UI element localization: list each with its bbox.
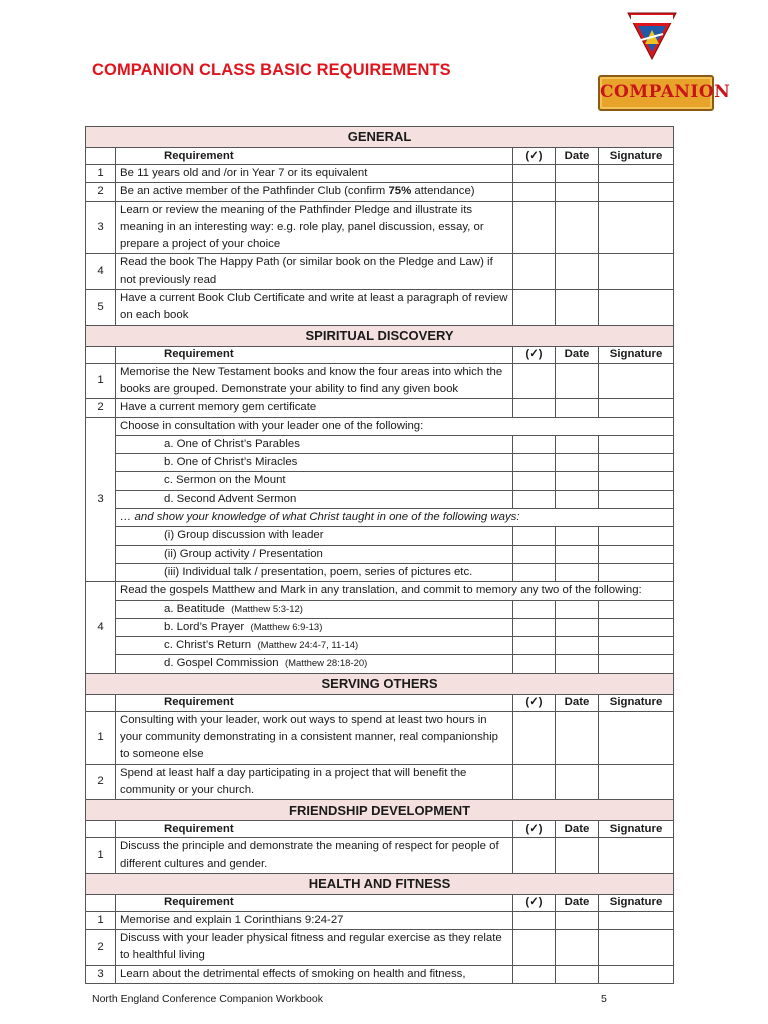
date-cell[interactable] (556, 637, 599, 655)
option-row (86, 600, 674, 618)
option-text: a. One of Christ’s Parables (116, 435, 513, 453)
check-cell[interactable] (513, 290, 556, 326)
signature-cell[interactable] (599, 472, 674, 490)
check-header: (✓) (513, 821, 556, 838)
option-text (116, 618, 513, 636)
signature-cell[interactable] (599, 600, 674, 618)
requirement-followup: … and show your knowledge of what Christ taught in one of the following ways: (116, 509, 674, 527)
check-cell[interactable] (513, 764, 556, 800)
option-text: b. One of Christ’s Miracles (116, 454, 513, 472)
option-text: c. Sermon on the Mount (116, 472, 513, 490)
date-cell[interactable] (556, 472, 599, 490)
section-title: FRIENDSHIP DEVELOPMENT (86, 800, 674, 821)
section-header-spiritual-discovery (86, 325, 674, 346)
requirement-intro: Choose in consultation with your leader one of the following: (116, 417, 674, 435)
row-number: 3 (86, 201, 116, 254)
check-cell[interactable] (513, 527, 556, 545)
scripture-reference: (Matthew 24:4-7, 11-14) (257, 640, 359, 652)
scripture-reference: (Matthew 28:18-20) (284, 658, 368, 670)
signature-cell[interactable] (599, 618, 674, 636)
check-cell[interactable] (513, 930, 556, 966)
signature-header: Signature (599, 148, 674, 165)
date-cell[interactable] (556, 165, 599, 183)
row-number: 2 (86, 399, 116, 417)
table-row (86, 399, 674, 417)
signature-cell[interactable] (599, 399, 674, 417)
table-row (86, 183, 674, 201)
row-number: 1 (86, 711, 116, 764)
check-cell[interactable] (513, 600, 556, 618)
num-header-cell (86, 148, 116, 165)
row-number: 2 (86, 930, 116, 966)
option-text: d. Second Advent Sermon (116, 490, 513, 508)
requirement-text: Discuss with your leader physical fitness and regular exercise as they relate to healthful living (116, 930, 513, 966)
date-header: Date (556, 148, 599, 165)
check-header: (✓) (513, 148, 556, 165)
date-cell[interactable] (556, 563, 599, 581)
section-title: GENERAL (86, 127, 674, 148)
requirement-text: Consulting with your leader, work out ways to spend at least two hours in your community demonstrating in a consistent manner, real companionship to someone else (116, 711, 513, 764)
num-header-cell (86, 894, 116, 911)
signature-cell[interactable] (599, 711, 674, 764)
check-cell[interactable] (513, 711, 556, 764)
date-header: Date (556, 694, 599, 711)
signature-header: Signature (599, 694, 674, 711)
signature-cell[interactable] (599, 764, 674, 800)
signature-cell[interactable] (599, 911, 674, 929)
check-cell[interactable] (513, 254, 556, 290)
requirement-header: Requirement (116, 694, 513, 711)
option-text (116, 655, 513, 673)
row-number: 3 (86, 965, 116, 983)
date-cell[interactable] (556, 655, 599, 673)
section-title: SPIRITUAL DISCOVERY (86, 325, 674, 346)
companion-badge-logo (598, 75, 731, 111)
option-text: (ii) Group activity / Presentation (116, 545, 513, 563)
signature-cell[interactable] (599, 563, 674, 581)
check-cell[interactable] (513, 563, 556, 581)
date-cell[interactable] (556, 764, 599, 800)
check-cell[interactable] (513, 655, 556, 673)
pathfinder-logo-icon (627, 12, 677, 60)
signature-cell[interactable] (599, 545, 674, 563)
footer-page-number: 5 (601, 993, 607, 1005)
section-header-serving-others (86, 673, 674, 694)
column-header-row (86, 894, 674, 911)
signature-cell[interactable] (599, 637, 674, 655)
table-row (86, 764, 674, 800)
check-cell[interactable] (513, 472, 556, 490)
table-row (86, 930, 674, 966)
requirement-header: Requirement (116, 148, 513, 165)
requirement-text: Memorise the New Testament books and know the four areas into which the books are grouped. Demonstrate your ability to find any given book (116, 363, 513, 399)
row-number: 2 (86, 764, 116, 800)
requirement-intro: Read the gospels Matthew and Mark in any translation, and commit to memory any two of the following: (116, 582, 674, 600)
requirement-text: Spend at least half a day participating in a project that will benefit the community or your church. (116, 764, 513, 800)
row-number: 4 (86, 582, 116, 673)
requirement-header: Requirement (116, 346, 513, 363)
scripture-reference: (Matthew 5:3-12) (231, 603, 303, 615)
signature-cell[interactable] (599, 183, 674, 201)
date-cell[interactable] (556, 600, 599, 618)
requirement-text-part: attendance) (411, 185, 475, 198)
date-cell[interactable] (556, 183, 599, 201)
table-row (86, 417, 674, 435)
check-cell[interactable] (513, 490, 556, 508)
table-row (86, 363, 674, 399)
check-cell[interactable] (513, 399, 556, 417)
section-title: HEALTH AND FITNESS (86, 873, 674, 894)
signature-cell[interactable] (599, 930, 674, 966)
option-text (116, 637, 513, 655)
row-number: 2 (86, 183, 116, 201)
requirement-text: Have a current Book Club Certificate and write at least a paragraph of review on each book (116, 290, 513, 326)
check-cell[interactable] (513, 637, 556, 655)
column-header-row (86, 148, 674, 165)
requirement-text (116, 183, 513, 201)
check-cell[interactable] (513, 363, 556, 399)
date-cell[interactable] (556, 399, 599, 417)
requirement-header: Requirement (116, 894, 513, 911)
requirement-text-part: Be an active member of the Pathfinder Club (confirm (120, 185, 389, 198)
option-row (86, 545, 674, 563)
row-number: 4 (86, 254, 116, 290)
option-label: d. Gospel Commission (164, 657, 279, 670)
signature-cell[interactable] (599, 655, 674, 673)
num-header-cell (86, 821, 116, 838)
date-cell[interactable] (556, 930, 599, 966)
date-cell[interactable] (556, 838, 599, 874)
section-title: SERVING OTHERS (86, 673, 674, 694)
table-row (86, 911, 674, 929)
signature-cell[interactable] (599, 965, 674, 983)
column-header-row (86, 346, 674, 363)
check-cell[interactable] (513, 965, 556, 983)
check-cell[interactable] (513, 435, 556, 453)
num-header-cell (86, 694, 116, 711)
check-cell[interactable] (513, 911, 556, 929)
column-header-row (86, 694, 674, 711)
option-row (86, 490, 674, 508)
option-row (86, 472, 674, 490)
requirement-text: Learn about the detrimental effects of smoking on health and fitness, (116, 965, 513, 983)
check-cell[interactable] (513, 454, 556, 472)
date-cell[interactable] (556, 911, 599, 929)
table-row (86, 965, 674, 983)
option-text (116, 600, 513, 618)
check-cell[interactable] (513, 838, 556, 874)
check-header: (✓) (513, 346, 556, 363)
row-number: 5 (86, 290, 116, 326)
date-cell[interactable] (556, 290, 599, 326)
option-row (86, 527, 674, 545)
option-row (86, 637, 674, 655)
option-label: b. Lord’s Prayer (164, 620, 245, 633)
check-header: (✓) (513, 894, 556, 911)
date-cell[interactable] (556, 711, 599, 764)
signature-header: Signature (599, 894, 674, 911)
scripture-reference: (Matthew 6:9-13) (250, 621, 323, 633)
check-header: (✓) (513, 694, 556, 711)
requirement-text: Be 11 years old and /or in Year 7 or its equivalent (116, 165, 513, 183)
table-row (86, 711, 674, 764)
signature-cell[interactable] (599, 290, 674, 326)
signature-header: Signature (599, 821, 674, 838)
requirement-header: Requirement (116, 821, 513, 838)
check-cell[interactable] (513, 201, 556, 254)
date-header: Date (556, 346, 599, 363)
table-row (86, 254, 674, 290)
requirement-text: Learn or review the meaning of the Pathfinder Pledge and illustrate its meaning in an interesting way: e.g. role play, panel discussion, essay, or prepare a project of your choice (116, 201, 513, 254)
signature-cell[interactable] (599, 435, 674, 453)
option-row (86, 454, 674, 472)
row-number: 1 (86, 911, 116, 929)
signature-cell[interactable] (599, 490, 674, 508)
table-row (86, 201, 674, 254)
check-cell[interactable] (513, 165, 556, 183)
date-cell[interactable] (556, 435, 599, 453)
signature-cell[interactable] (599, 838, 674, 874)
check-cell[interactable] (513, 545, 556, 563)
requirement-text: Discuss the principle and demonstrate the meaning of respect for people of different cultures and gender. (116, 838, 513, 874)
signature-cell[interactable] (599, 201, 674, 254)
table-row (86, 165, 674, 183)
table-row (86, 582, 674, 600)
page-title: COMPANION CLASS BASIC REQUIREMENTS (92, 61, 451, 79)
requirement-text: Read the book The Happy Path (or similar book on the Pledge and Law) if not previously read (116, 254, 513, 290)
num-header-cell (86, 346, 116, 363)
row-number: 3 (86, 417, 116, 582)
attendance-percent: 75% (388, 185, 412, 198)
option-row (86, 618, 674, 636)
date-cell[interactable] (556, 201, 599, 254)
requirement-text: Memorise and explain 1 Corinthians 9:24-27 (116, 911, 513, 929)
signature-cell[interactable] (599, 454, 674, 472)
date-cell[interactable] (556, 618, 599, 636)
date-cell[interactable] (556, 254, 599, 290)
date-cell[interactable] (556, 965, 599, 983)
option-text: (i) Group discussion with leader (116, 527, 513, 545)
footer-workbook-name: North England Conference Companion Workbook (92, 993, 323, 1005)
date-cell[interactable] (556, 545, 599, 563)
signature-cell[interactable] (599, 527, 674, 545)
requirement-text: Have a current memory gem certificate (116, 399, 513, 417)
option-row (86, 655, 674, 673)
table-row (86, 838, 674, 874)
companion-badge-text: COMPANION (600, 82, 731, 102)
date-cell[interactable] (556, 527, 599, 545)
section-header-friendship-development (86, 800, 674, 821)
option-text: (iii) Individual talk / presentation, poem, series of pictures etc. (116, 563, 513, 581)
check-cell[interactable] (513, 618, 556, 636)
signature-cell[interactable] (599, 165, 674, 183)
date-cell[interactable] (556, 454, 599, 472)
date-cell[interactable] (556, 363, 599, 399)
row-number: 1 (86, 363, 116, 399)
signature-header: Signature (599, 346, 674, 363)
section-header-general (86, 127, 674, 148)
table-row (86, 290, 674, 326)
option-row (86, 435, 674, 453)
check-cell[interactable] (513, 183, 556, 201)
signature-cell[interactable] (599, 363, 674, 399)
option-label: c. Christ’s Return (164, 639, 252, 652)
date-cell[interactable] (556, 490, 599, 508)
row-number: 1 (86, 838, 116, 874)
date-header: Date (556, 821, 599, 838)
row-number: 1 (86, 165, 116, 183)
date-header: Date (556, 894, 599, 911)
section-header-health-and-fitness (86, 873, 674, 894)
requirements-table (85, 126, 674, 984)
signature-cell[interactable] (599, 254, 674, 290)
option-label: a. Beatitude (164, 602, 225, 615)
column-header-row (86, 821, 674, 838)
followup-row (86, 509, 674, 527)
option-row (86, 563, 674, 581)
